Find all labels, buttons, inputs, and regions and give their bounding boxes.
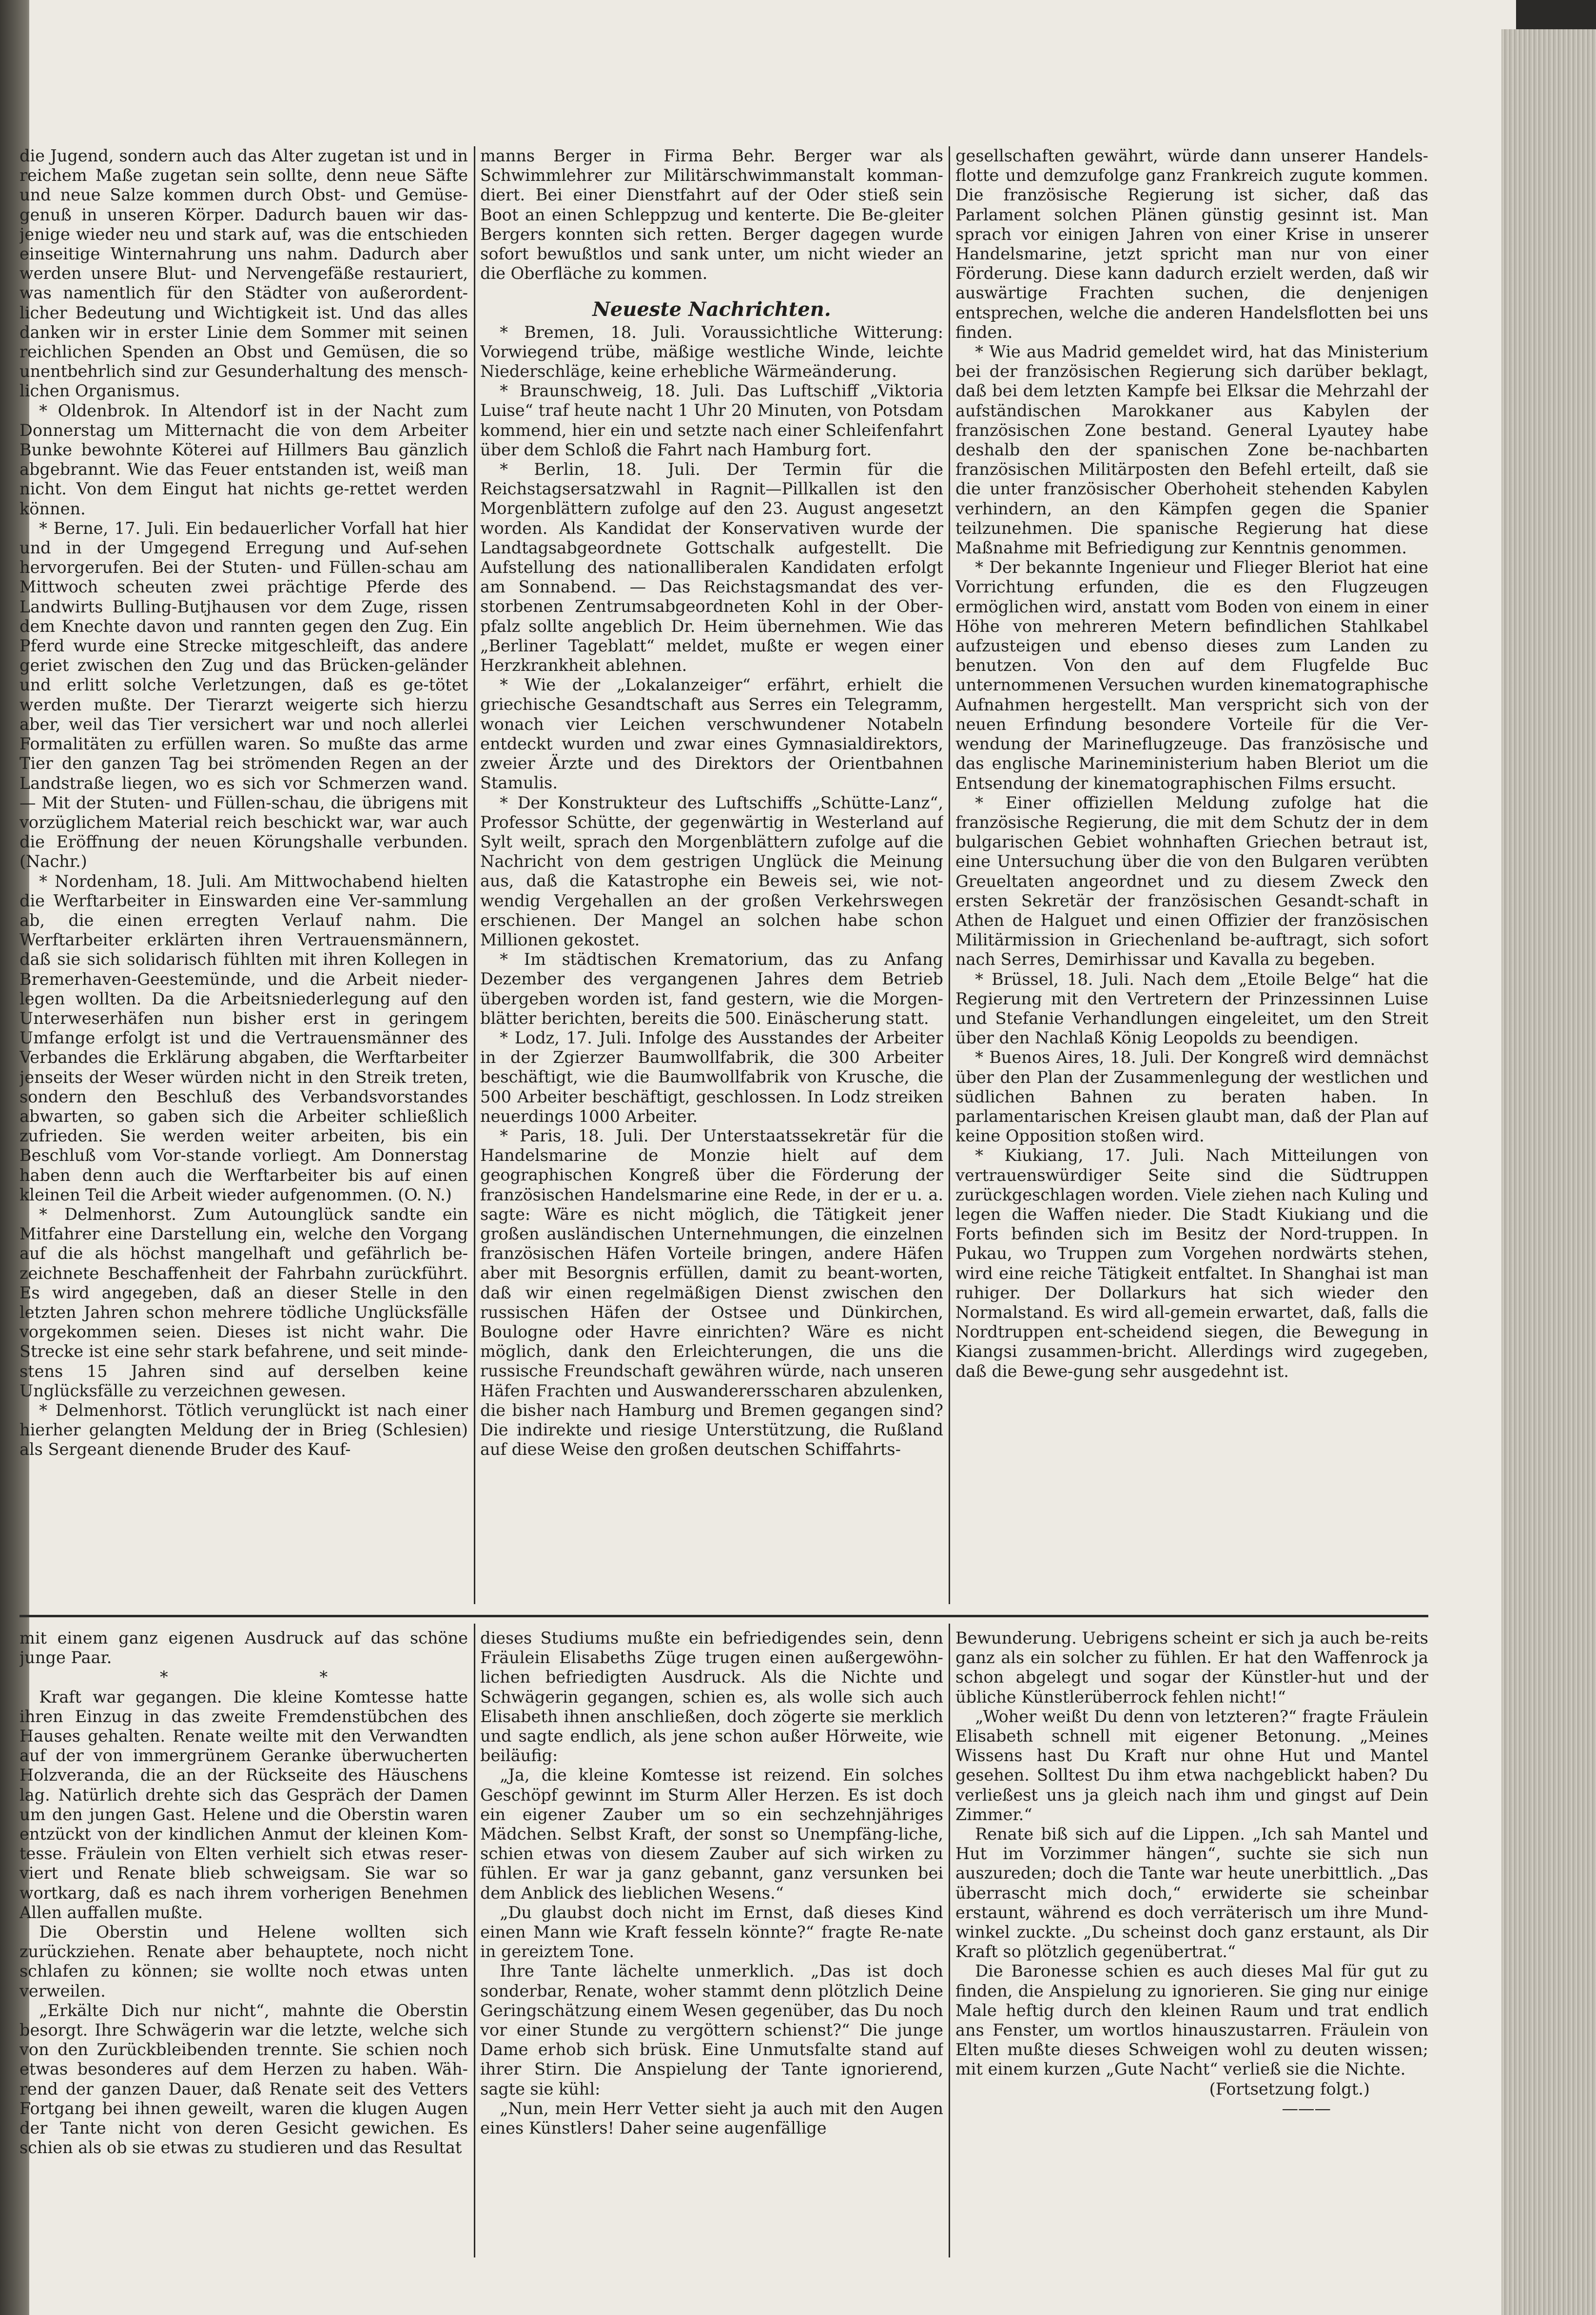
article-paris: * Paris, 18. Juli. Der Unterstaatssekretär für die Handelsmarine de Monzie hielt auf dem geographischen Kongreß über die Förderung der französischen Handelsmarine eine Rede, in der er u. a. sagte: Wäre es nicht möglich, die Tätigkeit jener großen ausländischen Unternehmungen, die einzelnen französischen Häfen Vorteile bringen, andere Häfen aber mit Besorgnis erfüllen, damit zu beant-worten, daß wir einen regelmäßigen Dienst zwischen den russischen Häfen der Ostsee und Dünkirchen, Boulogne oder Havre einrichten? Wäre es nicht möglich, dank den Erleichterungen, die uns die russische Freundschaft gewähren würde, nach unseren Häfen Frachten und Auswanderersscharen abzulenken, die bisher nach Hamburg und Bremen gegangen sind? Die indirekte und riesige Unterstützung, die Rußland auf diese Weise den großen deutschen Schiffahrts-	[480, 1126, 943, 1459]
serial-text: mit einem ganz eigenen Ausdruck auf das schöne junge Paar.	[19, 1628, 468, 1668]
serial-text: Ihre Tante lächelte unmerklich. „Das ist doch sonderbar, Renate, woher stammt denn plötzlich Deine Geringschätzung einem Wesen gegenüber, das Du noch vor einer Stunde zu vergöttern schienst?“ Die junge Dame erhob sich brüsk. Eine Unmutsfalte stand auf ihrer Stirn. Die Anspielung der Tante ignorierend, sagte sie kühl:	[480, 1962, 943, 2099]
column-rule	[949, 1624, 950, 2257]
serial-text: Kraft war gegangen. Die kleine Komtesse hatte ihren Einzug in das zweite Fremdenstübchen des Hauses gehalten. Renate weilte mit den Verwandten auf der von immergrünem Geranke überwucherten Holzveranda, die an der Rückseite des Häuschens lag. Natürlich drehte sich das Gespräch der Damen um den jungen Gast. Helene und die Oberstin waren entzückt von der kindlichen Anmut der kleinen Kom-tesse. Fräulein von Elten verhielt sich etwas reser-viert und Renate blieb schweigsam. Sie war so wortkarg, daß es nach ihrem vorherigen Benehmen Allen auffallen mußte.	[19, 1687, 468, 1922]
serial-text: Renate biß sich auf die Lippen. „Ich sah Mantel und Hut im Vorzimmer hängen“, suchte sie sich nun auszureden; doch die Tante war heute unerbittlich. „Das überrascht mich doch,“ erwiderte sie scheinbar erstaunt, während es doch verräterisch um ihre Mund-winkel zuckte. „Du scheinst doch ganz erstaunt, als Dir Kraft so plötzlich gegenübertrat.“	[955, 1825, 1428, 1962]
serial-column-1	[19, 1628, 468, 2257]
news-column-3	[955, 146, 1428, 1609]
section-divider	[19, 1615, 1428, 1617]
article-berne: * Berne, 17. Juli. Ein bedauerlicher Vorfall hat hier und in der Umgegend Erregung und Auf-sehen hervorgerufen. Bei der Stuten- und Füllen-schau am Mittwoch scheuten zwei prächtige Pferde des Landwirts Bulling-Butjhausen vor dem Zuge, rissen dem Knechte davon und rannten gegen den Zug. Ein Pferd wurde eine Strecke mitgeschleift, das andere geriet zwischen den Zug und das Brücken-geländer und erlitt solche Verletzungen, daß es ge-tötet werden mußte. Der Tierarzt weigerte sich hierzu aber, weil das Tier versichert war und noch allerlei Formalitäten zu erfüllen waren. So mußte das arme Tier den ganzen Tag bei strömenden Regen an der Landstraße liegen, wo es sich vor Schmerzen wand. — Mit der Stuten- und Füllen-schau, die übrigens mit vorzüglichem Material reich beschickt war, war auch die Eröffnung der neuen Körungshalle verbunden. (Nachr.)	[19, 518, 468, 871]
serial-text: „Woher weißt Du denn von letzteren?“ fragte Fräulein Elisabeth schnell mit eigener Betonung. „Meines Wissens hast Du Kraft nur ohne Hut und Mantel gesehen. Solltest Du ihm etwa nachgeblickt haben? Du verließest uns ja gleich nach ihm und gingst auf Dein Zimmer.“	[955, 1707, 1428, 1824]
serial-text: Die Baronesse schien es auch dieses Mal für gut zu finden, die Anspielung zu ignorieren. Sie ging nur einige Male heftig durch den kleinen Raum und trat endlich ans Fenster, um wortlos hinauszustarren. Fräulein von Elten mußte dieses Schweigen wohl zu deuten wissen; mit einem kurzen „Gute Nacht“ verließ sie die Nichte.	[955, 1962, 1428, 2079]
article-bremen-weather: * Bremen, 18. Juli. Voraussichtliche Witterung: Vorwiegend trübe, mäßige westliche Winde, leichte Niederschläge, keine erhebliche Wärmeänderung.	[480, 322, 943, 381]
article-lodz: * Lodz, 17. Juli. Infolge des Ausstandes der Arbeiter in der Zgierzer Baumwollfabrik, die 300 Arbeiter beschäftigt, wie die Baumwollfabrik von Krusche, die 500 Arbeiter beschäftigt, geschlossen. In Lodz streiken neuerdings 1000 Arbeiter.	[480, 1028, 943, 1126]
serial-text: Die Oberstin und Helene wollten sich zurückziehen. Renate aber behauptete, noch nicht schlafen zu können; sie wollte noch etwas unten verweilen.	[19, 1923, 468, 2001]
serial-text: „Erkälte Dich nur nicht“, mahnte die Oberstin besorgt. Ihre Schwägerin war die letzte, welche sich von den Zurückbleibenden trennte. Sie schien noch etwas besonderes auf dem Herzen zu haben. Wäh-rend der ganzen Dauer, daß Renate seit des Vetters Fortgang bei ihnen geweilt, waren die klugen Augen der Tante nicht von deren Gesicht gewichen. Es schien als ob sie etwas zu studieren und das Resultat	[19, 2001, 468, 2158]
article-bruessel: * Brüssel, 18. Juli. Nach dem „Etoile Belge“ hat die Regierung mit den Vertretern der Prinzessinnen Luise und Stefanie Verhandlungen eingeleitet, um den Streit über den Nachlaß König Leopolds zu beendigen.	[955, 969, 1428, 1048]
article-kiukiang: * Kiukiang, 17. Juli. Nach Mitteilungen von vertrauenswürdiger Seite sind die Südtruppen zurückgeschlagen worden. Viele ziehen nach Kuling und legen die Waffen nieder. Die Stadt Kiukiang und die Forts befinden sich im Besitz der Nord-truppen. In Pukau, wo Truppen zum Vorgehen nordwärts stehen, wird eine reiche Tätigkeit entfaltet. In Shanghai ist man ruhiger. Der Dollarkurs hat sich wieder den Normalstand. Es wird all-gemein erwartet, daß, falls die Nordtruppen ent-scheidend siegen, die Bewegung in Kiangsi zusammen-bricht. Allerdings wird zugegeben, daß die Bewe-gung sehr ausgedehnt ist.	[955, 1146, 1428, 1381]
column-rule	[474, 146, 475, 1604]
article-paris-continued: gesellschaften gewährt, würde dann unserer Handels-flotte und demzufolge ganz Frankreich zugute kommen. Die französische Regierung ist sicher, daß das Parlament solchen Plänen günstig gesinnt ist. Man sprach vor einigen Jahren von einer Krise in unserer Handelsmarine, jetzt spricht man nur von einer Förderung. Diese kann dadurch erzielt werden, daß wir auswärtige Frachten suchen, die denjenigen entsprechen, welche die anderen Handelsflotten bei uns finden.	[955, 146, 1428, 342]
column-rule	[949, 146, 950, 1604]
serial-text: „Ja, die kleine Komtesse ist reizend. Ein solches Geschöpf gewinnt im Sturm Aller Herzen. Es ist doch ein eigener Zauber um so ein sechzehnjähriges Mädchen. Selbst Kraft, der sonst so Unempfäng-liche, schien etwas von diesem Zauber auf sich wirken zu fühlen. Er war ja ganz gebannt, ganz versunken bei dem Anblick des lieblichen Wesens.“	[480, 1766, 943, 1903]
article-krematorium: * Im städtischen Krematorium, das zu Anfang Dezember des vergangenen Jahres dem Betrieb übergeben worden ist, fand gestern, wie die Morgen-blätter berichten, bereits die 500. Einäscherung statt.	[480, 950, 943, 1028]
article-nordenham: * Nordenham, 18. Juli. Am Mittwochabend hielten die Werftarbeiter in Einswarden eine Ver-sammlung ab, die einen erregten Verlauf nahm. Die Werftarbeiter erklärten ihren Vertrauensmännern, daß sie sich solidarisch fühlten mit ihren Kollegen in Bremerhaven-Geestemünde, und die Arbeit nieder-legen wollten. Da die Arbeitsniederlegung auf den Unterweserhäfen nun bisher erst in geringem Umfange erfolgt ist und die Vertrauensmänner des Verbandes die Erklärung abgaben, die Werftarbeiter jenseits der Weser würden nicht in den Streik treten, sondern den Beschluß des Verbandsvorstandes abwarten, so gaben sich die Arbeiter schließlich zufrieden. Sie werden weiter arbeiten, bis ein Beschluß vom Vor-stande vorliegt. Am Donnerstag haben denn auch die Werftarbeiter bis auf einen kleinen Teil die Arbeit wieder aufgenommen. (O. N.)	[19, 871, 468, 1204]
article-buenos-aires: * Buenos Aires, 18. Juli. Der Kongreß wird demnächst über den Plan der Zusammenlegung der westlichen und südlichen Bahnen zu beraten haben. In parlamentarischen Kreisen glaubt man, daß der Plan auf keine Opposition stoßen wird.	[955, 1048, 1428, 1146]
article-bleriot: * Der bekannte Ingenieur und Flieger Bleriot hat eine Vorrichtung erfunden, die es den Flugzeugen ermöglichen wird, anstatt vom Boden von einem in einer Höhe von mehreren Metern befindlichen Stahlkabel aufzusteigen und ebenso dieses zum Landen zu benutzen. Von den auf dem Flugfelde Buc unternommenen Versuchen wurden kinematographische Aufnahmen hergestellt. Man verspricht sich von der neuen Erfindung besondere Vorteile für die Ver-wendung der Marineflugzeuge. Das französische und das englische Marineministerium haben Bleriot um die Entsendung der kinematographischen Films ersucht.	[955, 558, 1428, 793]
serial-column-2	[480, 1628, 943, 2257]
article-berlin: * Berlin, 18. Juli. Der Termin für die Reichstagsersatzwahl in Ragnit—Pillkallen ist den Morgenblättern zufolge auf den 23. August angesetzt worden. Als Kandidat der Konservativen wurde der Landtagsabgeordnete Gottschalk aufgestellt. Die Aufstellung des nationalliberalen Kandidaten erfolgt am Sonnabend. — Das Reichstagsmandat des ver-storbenen Zentrumsabgeordneten Kohl in der Ober-pfalz sollte angeblich Dr. Heim übernehmen. Wie das „Berliner Tageblatt“ meldet, mußte er wegen einer Herzkrankheit ablehnen.	[480, 460, 943, 675]
article-oldenbrok: * Oldenbrok. In Altendorf ist in der Nacht zum Donnerstag um Mitternacht die von dem Arbeiter Bunke bewohnte Köterei auf Hillmers Bau gänzlich abgebrannt. Wie das Feuer entstanden ist, weiß man nicht. Von dem Eingut hat nichts ge-rettet werden können.	[19, 401, 468, 518]
article-schuette-lanz: * Der Konstrukteur des Luftschiffs „Schütte-Lanz“, Professor Schütte, der gegenwärtig in Westerland auf Sylt weilt, sprach den Morgenblättern zufolge auf die Nachricht von dem gestrigen Unglück die Meinung aus, daß die Katastrophe ein Beweis sei, wie not-wendig Vergehallen an der großen Verkehrswegen erschienen. Der Mangel an solchen habe schon Millionen gekostet.	[480, 793, 943, 949]
serial-text: Bewunderung. Uebrigens scheint er sich ja auch be-reits ganz als ein solcher zu fühlen. Er hat den Waffenrock ja schon abgelegt und sogar der Künstler-hut und der übliche Künstlerüberrock fehlen nicht!“	[955, 1628, 1428, 1707]
news-column-1	[19, 146, 468, 1609]
to-be-continued-note: (Fortsetzung folgt.)	[1209, 2079, 1370, 2099]
article-fruit-vegetables: die Jugend, sondern auch das Alter zugetan ist und in reichem Maße zugetan sein sollte, denn neue Säfte und neue Salze kommen durch Obst- und Gemüse-genuß in unseren Körper. Dadurch bauen wir das-jenige wieder neu und stark auf, was die entschieden einseitige Winternahrung uns nahm. Dadurch aber werden unsere Blut- und Nervengefäße restauriert, was namentlich für den Städter von außerordent-licher Bedeutung und Wichtigkeit ist. Und das alles danken wir in erster Linie dem Sommer mit seinen reichlichen Spenden an Obst und Gemüsen, die so unentbehrlich sind zur Gesunderhaltung des mensch-lichen Organismus.	[19, 146, 468, 401]
article-madrid: * Wie aus Madrid gemeldet wird, hat das Ministerium bei der französischen Regierung sich darüber beklagt, daß bei dem letzten Kampfe bei Elksar die Mehrzahl der aufständischen Marokkaner aus Kabylen der französischen Zone bestand. General Lyautey habe deshalb den der spanischen Zone be-nachbarten französischen Militärposten den Befehl erteilt, daß sie die unter französischer Oberhoheit stehenden Kabylen verhindern, an den Kämpfen gegen die Spanier teilzunehmen. Die spanische Regierung hat diese Maßnahme mit Befriedigung zur Kenntnis genommen.	[955, 342, 1428, 558]
article-french-greece: * Einer offiziellen Meldung zufolge hat die französische Regierung, die mit dem Schutz der in dem bulgarischen Gebiet wohnhaften Griechen betraut ist, eine Untersuchung über die von den Bulgaren verübten Greueltaten angeordnet und zu diesem Zweck den ersten Sekretär der französischen Gesandt-schaft in Athen de Halguet und einen Offizier der französischen Militärmission in Griechenland be-auftragt, sich sofort nach Serres, Demirhissar und Kavalla zu begeben.	[955, 793, 1428, 969]
page-stack-edges	[1501, 29, 1596, 2315]
serial-text: „Nun, mein Herr Vetter sieht ja auch mit den Augen eines Künstlers! Daher seine augenfällige	[480, 2099, 943, 2138]
serial-text: „Du glaubst doch nicht im Ernst, daß dieses Kind einen Mann wie Kraft fesseln könnte?“ fragte Re-nate in gereiztem Tone.	[480, 1903, 943, 1962]
article-delmenhorst-auto: * Delmenhorst. Zum Autounglück sandte ein Mitfahrer eine Darstellung ein, welche den Vorgang auf die als höchst mangelhaft und gefährlich be-zeichnete Beschaffenheit der Fahrbahn zurückführt. Es wird angegeben, daß an dieser Stelle in den letzten Jahren schon mehrere tödliche Unglücksfälle vorgekommen seien. Dieses ist nicht wahr. Die Strecke ist eine sehr stark befahrene, und seit minde-stens 15 Jahren sind auf derselben keine Unglücksfälle zu verzeichnen gewesen.	[19, 1204, 468, 1400]
article-braunschweig: * Braunschweig, 18. Juli. Das Luftschiff „Viktoria Luise“ traf heute nacht 1 Uhr 20 Minuten, von Potsdam kommend, hier ein und setzte nach einer Schleifenfahrt über dem Schloß die Fahrt nach Hamburg fort.	[480, 381, 943, 459]
section-break-asterisks: * *	[159, 1668, 328, 1687]
serial-column-3	[955, 1628, 1428, 2257]
column-rule	[474, 1624, 475, 2257]
article-delmenhorst-death: * Delmenhorst. Tötlich verunglückt ist nach einer hierher gelangten Meldung der in Brieg (Schlesien) als Sergeant dienende Bruder des Kauf-	[19, 1401, 468, 1459]
section-heading-latest-news: Neueste Nachrichten.	[592, 298, 831, 321]
article-berger-continued: manns Berger in Firma Behr. Berger war als Schwimmlehrer zur Militärschwimmanstalt komman-diert. Bei einer Dienstfahrt auf der Oder stieß sein Boot an einen Schleppzug und kenterte. Die Be-gleiter Bergers konnten sich retten. Berger dagegen wurde sofort bewußtlos und sank unter, um nicht wieder an die Oberfläche zu kommen.	[480, 146, 943, 283]
end-rule: ———	[1282, 2099, 1331, 2118]
article-lokalanzeiger: * Wie der „Lokalanzeiger“ erfährt, erhielt die griechische Gesandtschaft aus Serres ein Telegramm, wonach vier Leichen verschwundener Notabeln entdeckt wurden und zwar eines Gymnasialdirektors, zweier Ärzte und des Direktors der Orientbahnen Stamulis.	[480, 675, 943, 793]
news-column-2	[480, 146, 943, 1609]
serial-text: dieses Studiums mußte ein befriedigendes sein, denn Fräulein Elisabeths Züge trugen einen außergewöhn-lichen befriedigten Ausdruck. Als die Nichte und Schwägerin gegangen, schien es, als wolle sich auch Elisabeth ihnen anschließen, doch zögerte sie merklich und sagte endlich, als jene schon außer Hörweite, wie beiläufig:	[480, 1628, 943, 1766]
